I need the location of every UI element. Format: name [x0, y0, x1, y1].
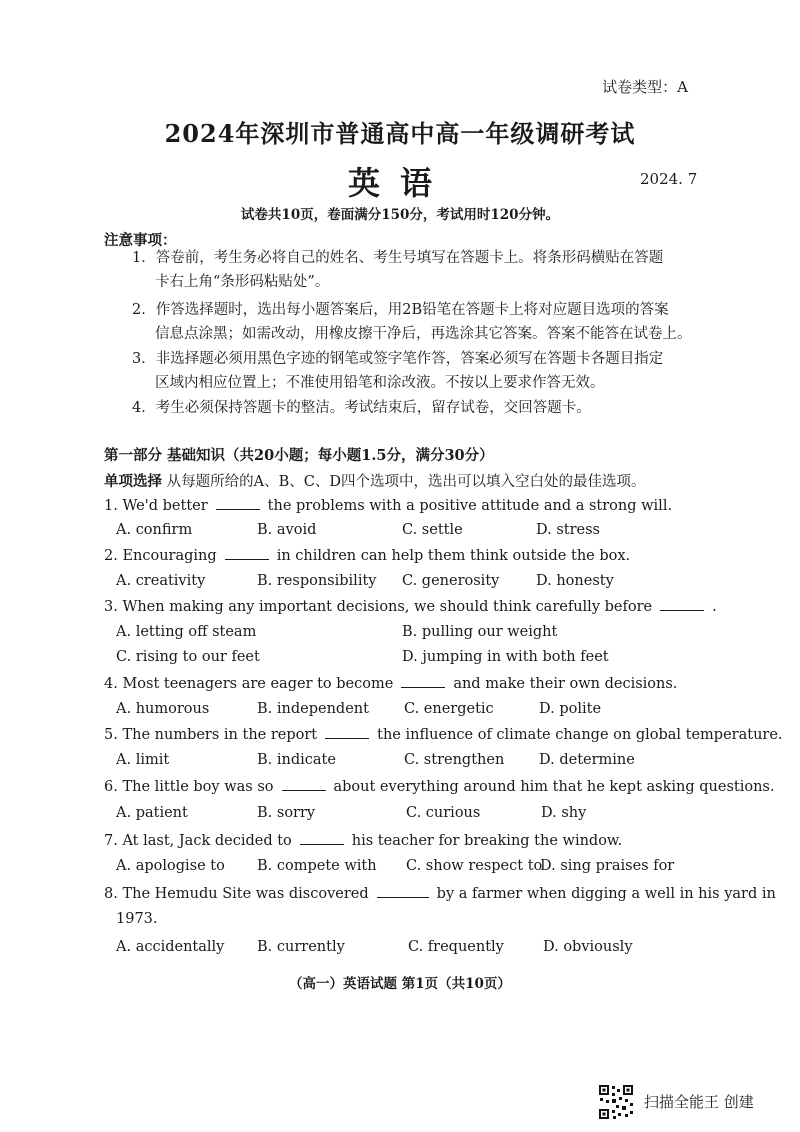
answer-blank — [282, 778, 326, 791]
option: B. currently — [257, 939, 345, 955]
option: B. sorry — [257, 805, 316, 821]
stem-text: and make their own decisions. — [453, 676, 678, 692]
option: D. obviously — [543, 939, 633, 955]
option: D. jumping in with both feet — [402, 649, 609, 665]
scanner-watermark: 扫描全能王 创建 — [644, 1093, 754, 1111]
stem-text: 5. The numbers in the report — [104, 727, 318, 743]
stem-text: . — [712, 599, 717, 615]
option: D. honesty — [536, 573, 614, 589]
notice-line: 信息点涂黑；如需改动，用橡皮擦干净后，再选涂其它答案。答案不能答在试卷上。 — [155, 326, 692, 342]
option: C. rising to our feet — [116, 649, 260, 665]
stem-text: the influence of climate change on global temperature. — [377, 727, 783, 743]
section-title: 第一部分 基础知识（共20小题；每小题1.5分，满分30分） — [104, 447, 494, 464]
question-stem — [104, 832, 622, 849]
option: D. polite — [539, 701, 602, 717]
option: A. confirm — [116, 522, 193, 538]
notice-line: 3．非选择题必须用黑色字迹的钢笔或签字笔作答，答案必须写在答题卡各题目指定 — [132, 351, 664, 367]
option: C. generosity — [402, 573, 500, 589]
option: A. limit — [116, 752, 170, 768]
notice-line: 4．考生必须保持答题卡的整洁。考试结束后，留存试卷，交回答题卡。 — [132, 400, 591, 416]
question-stem — [104, 885, 776, 902]
stem-continuation: 1973. — [116, 911, 158, 927]
answer-blank — [216, 497, 260, 510]
section-type: 单项选择 — [104, 473, 162, 490]
stem-text: 7. At last, Jack decided to — [104, 833, 292, 849]
stem-text: the problems with a positive attitude and a strong will. — [267, 498, 673, 514]
option: B. responsibility — [257, 573, 377, 589]
option: B. independent — [257, 701, 369, 717]
option: C. settle — [402, 522, 463, 538]
answer-blank — [325, 726, 369, 739]
stem-text: about everything around him that he kept asking questions. — [333, 779, 775, 795]
page-footer: （高一）英语试题 第1页（共10页） — [289, 976, 511, 992]
notice-line: 1．答卷前，考生务必将自己的姓名、考生号填写在答题卡上。将条形码横贴在答题 — [132, 250, 664, 266]
option: A. patient — [116, 805, 188, 821]
question-stem — [104, 598, 717, 615]
option: D. shy — [541, 805, 587, 821]
question-stem — [104, 778, 774, 795]
stem-text: 3. When making any important decisions, we should think carefully before — [104, 599, 653, 615]
answer-blank — [377, 885, 429, 898]
option: C. energetic — [404, 701, 494, 717]
notice-item — [132, 347, 663, 395]
option: C. show respect to — [406, 858, 543, 874]
option: D. determine — [539, 752, 635, 768]
stem-text: 8. The Hemudu Site was discovered — [104, 886, 369, 902]
stem-text: by a farmer when digging a well in his yard in — [436, 886, 776, 902]
stem-text: in children can help them think outside the box. — [276, 548, 631, 564]
paper-type: 试卷类型：A — [602, 78, 688, 96]
option: A. letting off steam — [116, 624, 257, 640]
notice-line: 卡右上角“条形码粘贴处”。 — [155, 274, 330, 290]
notice-item — [132, 298, 692, 346]
notice-line: 区域内相应位置上；不准使用铅笔和涂改液。不按以上要求作答无效。 — [155, 375, 605, 391]
question-stem — [104, 547, 630, 564]
question-stem — [104, 675, 677, 692]
option: B. compete with — [257, 858, 377, 874]
option: C. curious — [406, 805, 481, 821]
option: D. stress — [536, 522, 600, 538]
exam-title: 2024年深圳市普通高中高一年级调研考试 — [164, 119, 636, 148]
qr-code-icon — [598, 1084, 634, 1120]
exam-info: 试卷共10页，卷面满分150分，考试用时120分钟。 — [240, 207, 560, 223]
notice-title: 注意事项： — [104, 232, 177, 249]
question-stem — [104, 726, 783, 743]
option: D. sing praises for — [540, 858, 675, 874]
notice-line: 2．作答选择题时，选出每小题答案后，用2B铅笔在答题卡上将对应题目选项的答案 — [132, 302, 669, 318]
answer-blank — [401, 675, 445, 688]
section-instruction — [104, 470, 645, 491]
subject-title: 英语 — [347, 164, 452, 202]
option: A. accidentally — [116, 939, 225, 955]
option: A. creativity — [116, 573, 206, 589]
option: C. frequently — [408, 939, 504, 955]
option: A. humorous — [116, 701, 210, 717]
notice-item — [132, 246, 663, 294]
option: B. pulling our weight — [402, 624, 558, 640]
stem-text: 1. We'd better — [104, 498, 208, 514]
answer-blank — [225, 547, 269, 560]
stem-text: his teacher for breaking the window. — [351, 833, 623, 849]
notice-item — [132, 396, 591, 420]
option: C. strengthen — [404, 752, 505, 768]
answer-blank — [660, 598, 704, 611]
section-instruction-text: 从每题所给的A、B、C、D四个选项中，选出可以填入空白处的最佳选项。 — [162, 474, 646, 490]
question-stem — [104, 497, 672, 514]
stem-text: 6. The little boy was so — [104, 779, 274, 795]
answer-blank — [300, 832, 344, 845]
stem-text: 4. Most teenagers are eager to become — [104, 676, 394, 692]
option: B. avoid — [257, 522, 317, 538]
stem-text: 2. Encouraging — [104, 548, 217, 564]
exam-date: 2024. 7 — [640, 170, 698, 188]
option: A. apologise to — [116, 858, 225, 874]
option: B. indicate — [257, 752, 336, 768]
